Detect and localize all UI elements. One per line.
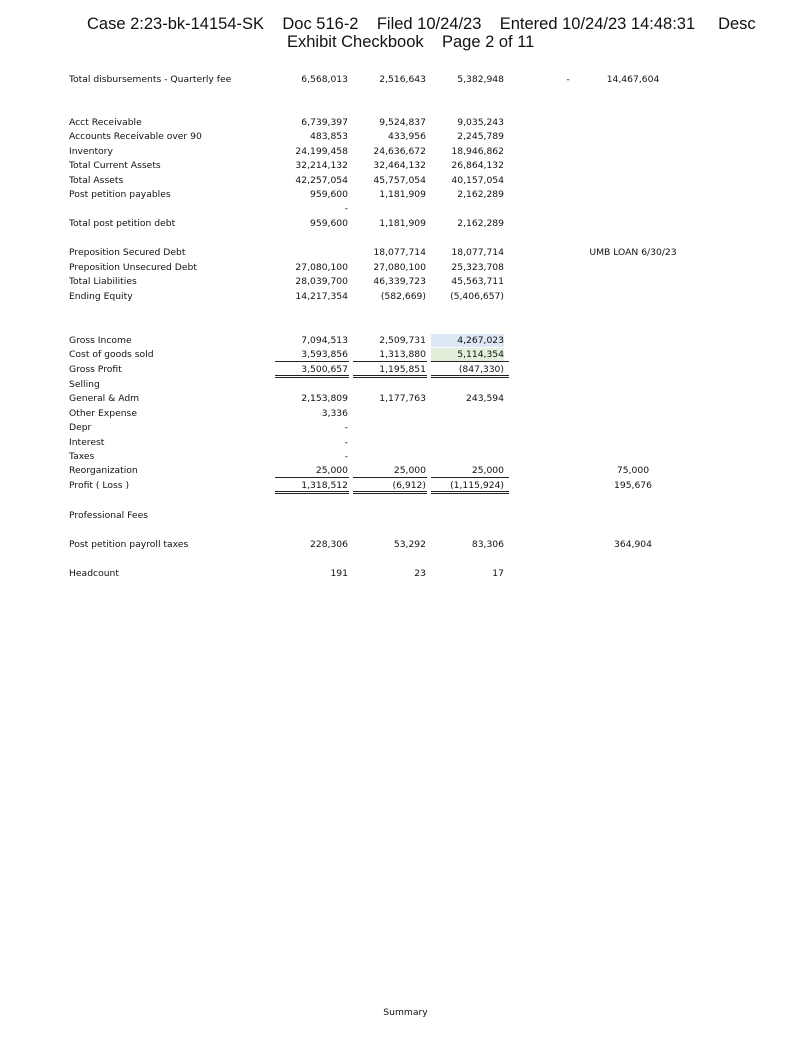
total-double-rule	[431, 493, 509, 494]
value-col3: 5,382,948	[457, 74, 504, 85]
value-col1: -	[344, 437, 348, 448]
row-post-petition-payables	[0, 188, 811, 201]
value-col2: 32,464,132	[373, 160, 426, 171]
value-col1: 959,600	[310, 189, 348, 200]
value-col3: 243,594	[466, 393, 504, 404]
value-col5-note: UMB LOAN 6/30/23	[589, 247, 677, 258]
row-label: Taxes	[69, 451, 95, 462]
value-col3: 9,035,243	[457, 117, 504, 128]
row-gross-income	[0, 334, 811, 347]
row-reorganization	[0, 464, 811, 477]
value-col5: 75,000	[616, 465, 650, 476]
value-col3: 26,864,132	[451, 160, 504, 171]
row-dash-spacer	[0, 202, 811, 215]
row-depr	[0, 421, 811, 434]
value-col3: 83,306	[471, 539, 504, 550]
value-col1: 32,214,132	[295, 160, 348, 171]
row-taxes	[0, 450, 811, 463]
row-ar-over-90	[0, 130, 811, 143]
row-label: Interest	[69, 437, 105, 448]
value-col1: -	[344, 422, 348, 433]
row-label: Total post petition debt	[69, 218, 176, 229]
row-payroll-taxes	[0, 538, 811, 551]
value-col5: 14,467,604	[606, 74, 660, 85]
value-col1: 6,568,013	[301, 74, 348, 85]
value-col3-highlighted: 5,114,354	[431, 348, 504, 361]
value-col3: 25,323,708	[451, 262, 504, 273]
value-col2: (6,912)	[392, 480, 426, 491]
value-col2: 1,313,880	[379, 349, 426, 360]
value-col3: 25,000	[471, 465, 504, 476]
row-label: Reorganization	[69, 465, 138, 476]
value-col1: 27,080,100	[295, 262, 348, 273]
value-col2: 23	[414, 568, 426, 579]
value-col1: 1,318,512	[301, 480, 348, 491]
row-label: Post petition payables	[69, 189, 171, 200]
subtotal-rule	[275, 361, 349, 362]
row-other-expense	[0, 407, 811, 420]
subtotal-rule	[431, 361, 509, 362]
value-col2: 2,516,643	[379, 74, 426, 85]
row-total-disbursements	[0, 73, 811, 86]
row-label: Cost of goods sold	[69, 349, 154, 360]
value-col5: 195,676	[614, 480, 652, 491]
value-col2: 433,956	[388, 131, 426, 142]
value-col1: -	[344, 203, 348, 214]
row-headcount	[0, 567, 811, 580]
subtotal-rule	[431, 477, 509, 478]
value-col1: 3,336	[321, 408, 348, 419]
value-col1: 24,199,458	[295, 146, 348, 157]
row-label: Gross Profit	[69, 364, 122, 375]
value-col3: 17	[492, 568, 504, 579]
value-col1: 42,257,054	[295, 175, 348, 186]
row-label: Depr	[69, 422, 92, 433]
value-col2: 1,181,909	[379, 218, 426, 229]
value-col2: 9,524,837	[379, 117, 426, 128]
row-label: Preposition Secured Debt	[69, 247, 186, 258]
total-double-rule	[353, 493, 427, 494]
total-double-rule	[275, 491, 349, 492]
value-col5: 364,904	[614, 539, 652, 550]
sheet-name-footer: Summary	[383, 1007, 428, 1018]
row-label: Total Assets	[69, 175, 124, 186]
value-col1: 7,094,513	[301, 335, 348, 346]
value-col1: 483,853	[310, 131, 348, 142]
value-col1: 25,000	[315, 465, 348, 476]
value-col1: 3,593,856	[301, 349, 348, 360]
value-col1: -	[344, 451, 348, 462]
value-col2: 18,077,714	[373, 247, 426, 258]
total-double-rule	[353, 491, 427, 492]
case-header-line: Case 2:23-bk-14154-SK Doc 516-2 Filed 10/24/23 Entered 10/24/23 14:48:31 Desc	[87, 15, 756, 33]
value-col2: 24,636,672	[373, 146, 426, 157]
value-col3: 40,157,054	[451, 175, 504, 186]
value-col2: 1,177,763	[379, 393, 426, 404]
value-col3: 2,162,289	[457, 218, 504, 229]
value-col2: 2,509,731	[379, 335, 426, 346]
value-col1: 3,500,657	[301, 364, 348, 375]
row-label: Inventory	[69, 146, 113, 157]
row-label: Total Current Assets	[69, 160, 161, 171]
total-double-rule	[353, 375, 427, 376]
value-col1: 28,039,700	[295, 276, 348, 287]
row-label: Professional Fees	[69, 510, 149, 521]
row-interest	[0, 436, 811, 449]
total-double-rule	[275, 493, 349, 494]
subtotal-rule	[353, 477, 427, 478]
value-col2: 1,195,851	[379, 364, 426, 375]
row-label: Total disbursements - Quarterly fee	[69, 74, 232, 85]
value-col3: 2,245,789	[457, 131, 504, 142]
row-label: Selling	[69, 379, 100, 390]
row-total-current-assets	[0, 159, 811, 172]
row-label: Acct Receivable	[69, 117, 142, 128]
value-col3: (5,406,657)	[450, 291, 504, 302]
value-col1: 14,217,354	[295, 291, 348, 302]
total-double-rule	[431, 375, 509, 376]
value-col2: 53,292	[393, 539, 426, 550]
value-col1: 191	[330, 568, 348, 579]
value-col2: 25,000	[393, 465, 426, 476]
row-inventory	[0, 145, 811, 158]
row-total-assets	[0, 174, 811, 187]
row-acct-receivable	[0, 116, 811, 129]
row-label: Headcount	[69, 568, 119, 579]
value-col3: 18,077,714	[451, 247, 504, 258]
row-label: Other Expense	[69, 408, 137, 419]
value-col3: (1,115,924)	[450, 480, 504, 491]
value-col1: 6,739,397	[301, 117, 348, 128]
row-label: Gross Income	[69, 335, 132, 346]
total-double-rule	[431, 491, 509, 492]
row-prepetition-secured-debt	[0, 246, 811, 259]
row-total-liabilities	[0, 275, 811, 288]
row-prepetition-unsecured-debt	[0, 261, 811, 274]
value-col2: (582,669)	[380, 291, 426, 302]
subtotal-rule	[353, 361, 427, 362]
value-col1: 228,306	[310, 539, 348, 550]
value-col2: 1,181,909	[379, 189, 426, 200]
value-col2: 27,080,100	[373, 262, 426, 273]
row-label: Ending Equity	[69, 291, 133, 302]
row-cost-of-goods-sold	[0, 348, 811, 361]
row-label: Total Liabilities	[69, 276, 137, 287]
value-col3-highlighted: 4,267,023	[431, 334, 504, 347]
value-col3: (847,330)	[458, 364, 504, 375]
row-label: Post petition payroll taxes	[69, 539, 189, 550]
value-col1: 2,153,809	[301, 393, 348, 404]
row-general-adm	[0, 392, 811, 405]
row-label: General & Adm	[69, 393, 140, 404]
exhibit-header-line: Exhibit Checkbook Page 2 of 11	[287, 33, 535, 51]
value-col3: 45,563,711	[451, 276, 504, 287]
value-col2: 45,757,054	[373, 175, 426, 186]
row-total-post-petition-debt	[0, 217, 811, 230]
total-double-rule	[275, 375, 349, 376]
row-professional-fees	[0, 509, 811, 522]
row-label: Accounts Receivable over 90	[69, 131, 202, 142]
value-col1: 959,600	[310, 218, 348, 229]
row-ending-equity	[0, 290, 811, 303]
row-label: Profit ( Loss )	[69, 480, 130, 491]
row-selling	[0, 378, 811, 391]
value-col2: 46,339,723	[373, 276, 426, 287]
subtotal-rule	[275, 477, 349, 478]
value-col3: 18,946,862	[451, 146, 504, 157]
value-col3: 2,162,289	[457, 189, 504, 200]
row-label: Preposition Unsecured Debt	[69, 262, 197, 273]
value-col4: -	[566, 74, 570, 85]
